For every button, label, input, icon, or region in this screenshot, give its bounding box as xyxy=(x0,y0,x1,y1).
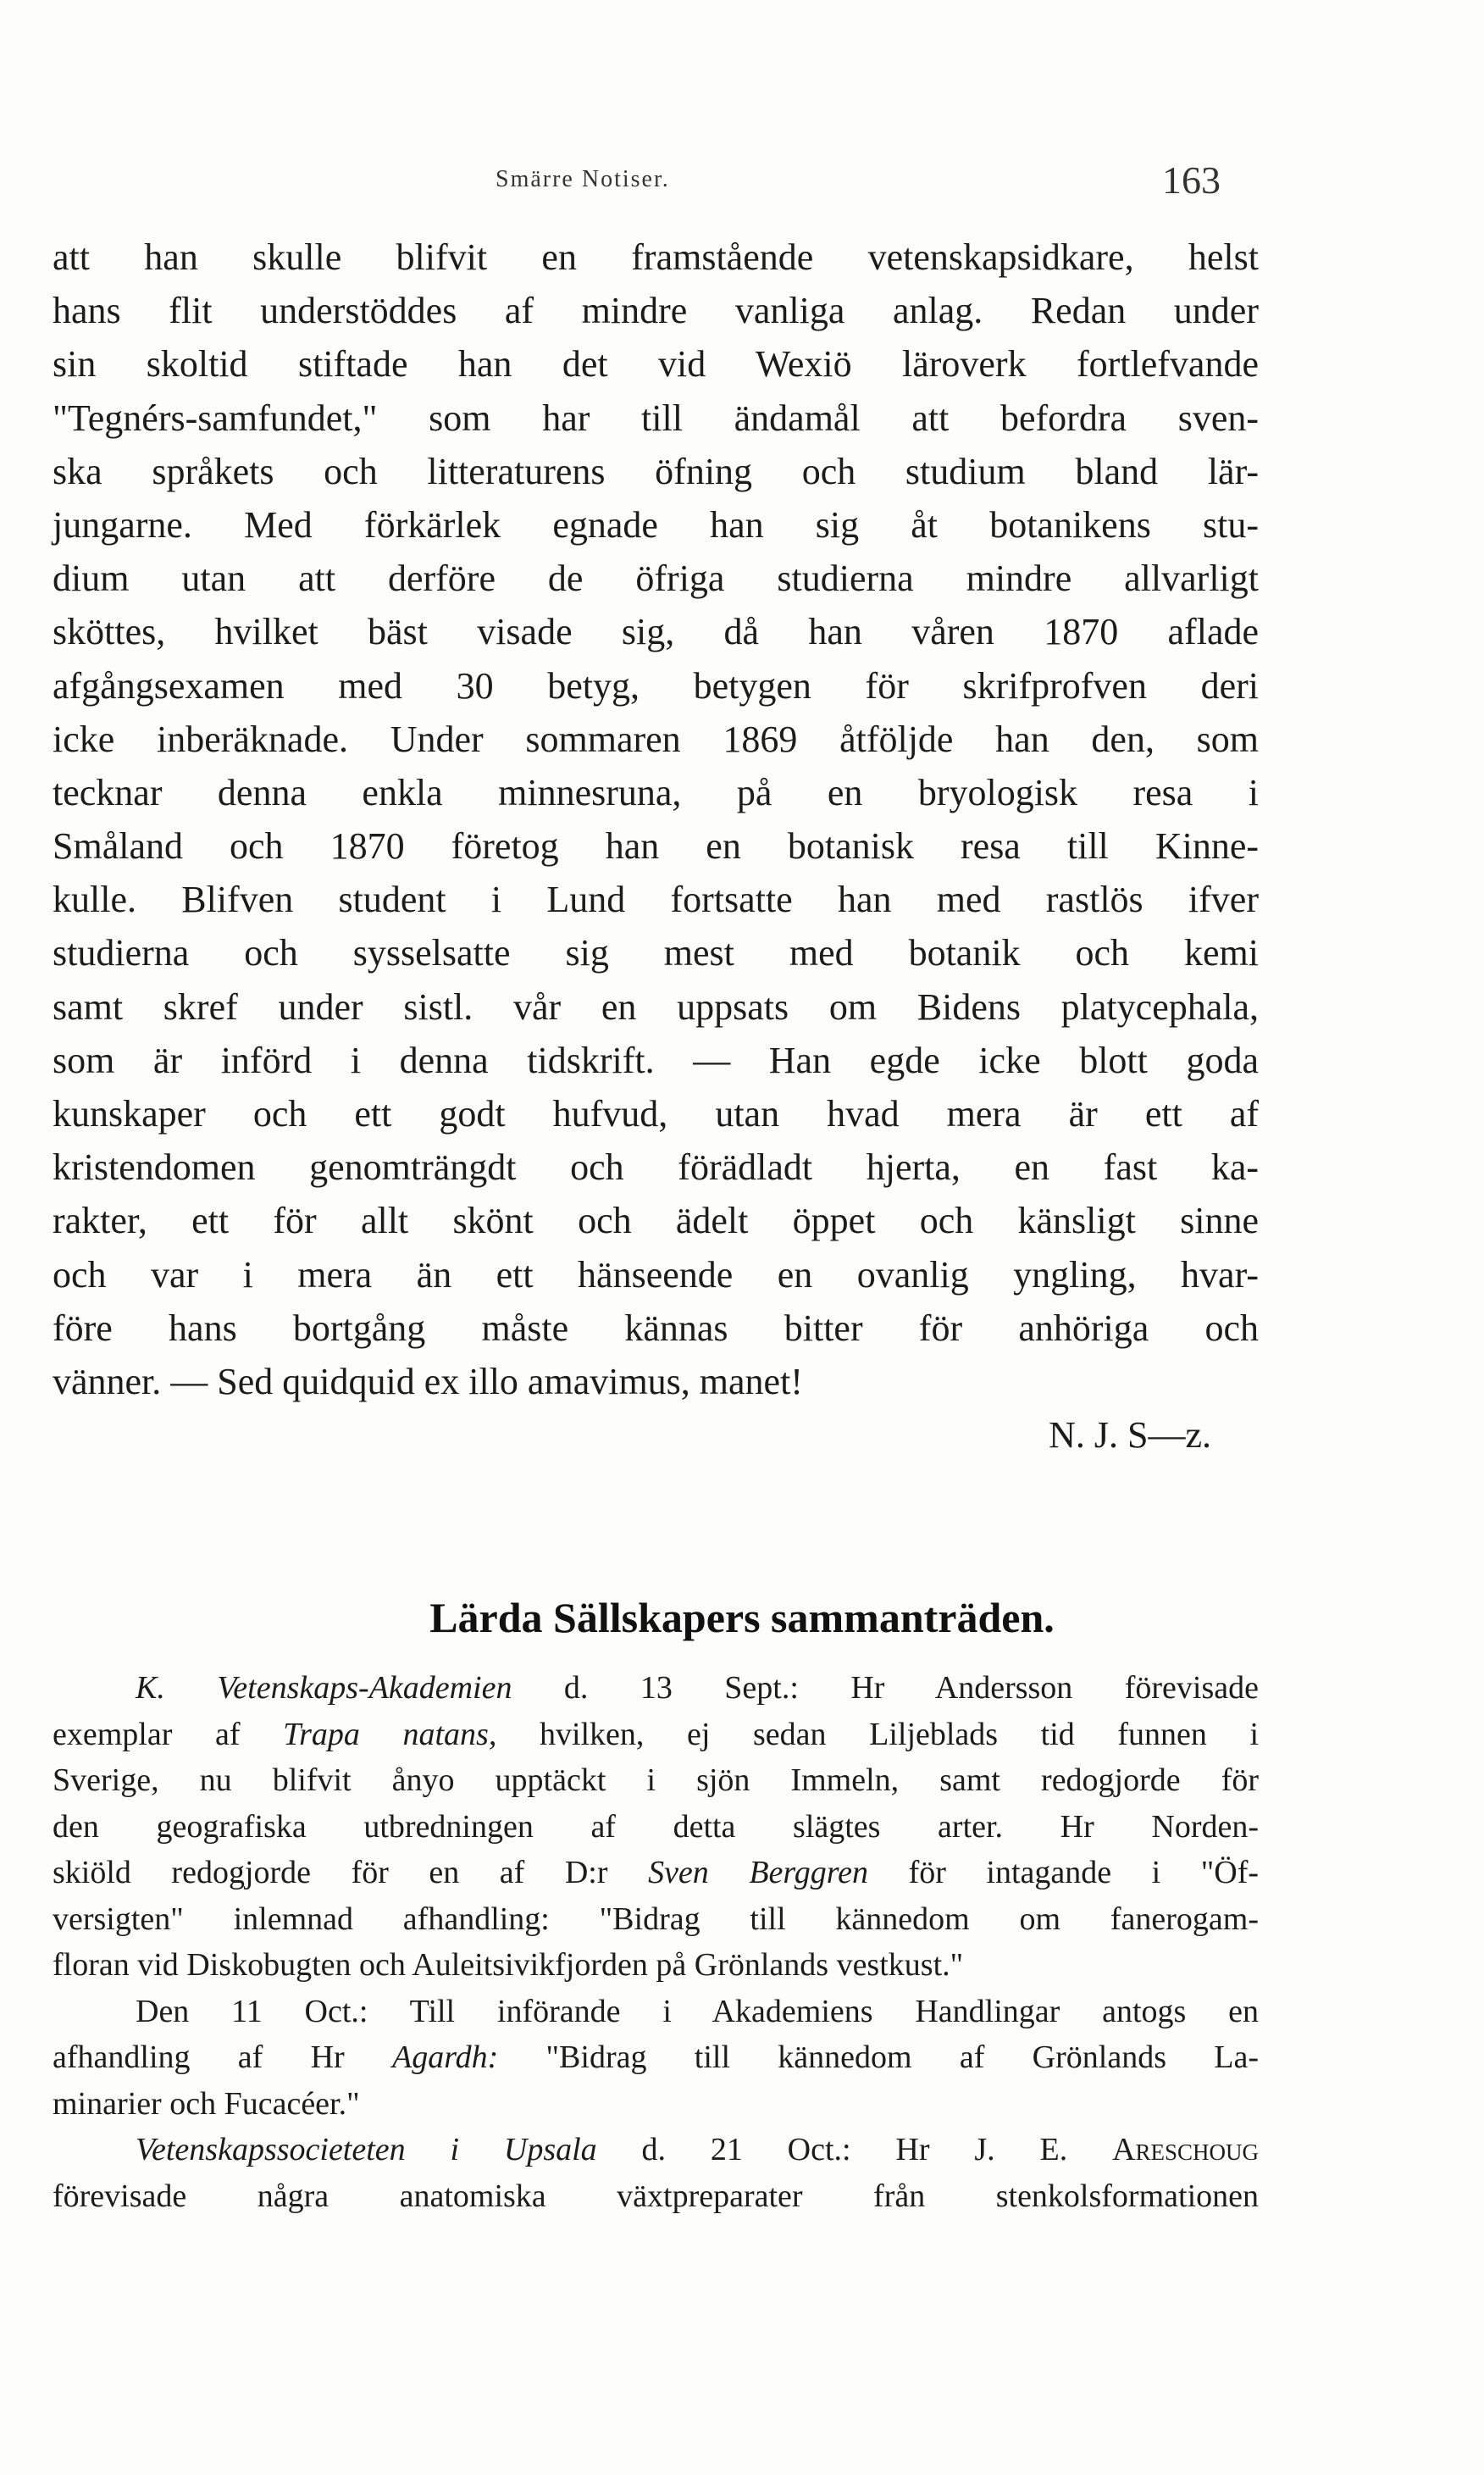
text-line: minarier och Fucacéer." xyxy=(53,2085,360,2122)
text-line: att han skulle blifvit en framstående vetenskapsidkare, helst xyxy=(53,236,1259,278)
text-line: tecknar denna enkla minnesruna, på en bryologisk resa i xyxy=(53,771,1259,813)
page-number: 163 xyxy=(1162,158,1221,202)
text-line: Sverige, nu blifvit ånyo upptäckt i sjön Immeln, samt redogjorde för xyxy=(53,1762,1259,1798)
person-name: Agardh: xyxy=(392,2039,499,2075)
text-fragment: d. 21 Oct.: Hr J. E. xyxy=(641,2132,1068,2167)
text-line: vänner. — Sed quidquid ex illo amavimus, manet! xyxy=(53,1360,803,1402)
text-line xyxy=(53,1712,1259,1758)
text-line: versigten" inlemnad afhandling: "Bidrag till kännedom om fanerogam- xyxy=(53,1901,1259,1937)
text-line xyxy=(53,1665,1259,1712)
text-line xyxy=(53,2034,1259,2081)
text-line: den geografiska utbredningen af detta slägtes arter. Hr Norden- xyxy=(53,1808,1259,1845)
society-meetings xyxy=(53,1665,1259,2219)
species-name: Trapa natans, xyxy=(283,1716,497,1752)
text-line: afgångsexamen med 30 betyg, betygen för skrifprofven deri xyxy=(53,664,1259,707)
text-line: sin skoltid stiftade han det vid Wexiö läroverk fortlefvande xyxy=(53,343,1259,386)
running-title: Smärre Notiser. xyxy=(496,166,670,192)
person-name: Sven Berggren xyxy=(648,1855,869,1890)
text-line: jungarne. Med förkärlek egnade han sig åt botanikens stu- xyxy=(53,503,1259,546)
text-line: dium utan att derföre de öfriga studierna mindre allvarligt xyxy=(53,558,1259,600)
text-line xyxy=(53,1850,1259,1896)
text-fragment: för intagande i "Öf- xyxy=(908,1855,1260,1890)
author-signature: N. J. S—z. xyxy=(1049,1414,1211,1457)
text-line: förevisade några anatomiska växtpreparater från stenkolsformationen xyxy=(53,2178,1259,2214)
text-line: före hans bortgång måste kännas bitter för anhöriga och xyxy=(53,1307,1259,1349)
person-name: Areschoug xyxy=(1112,2132,1260,2167)
text-line: rakter, ett för allt skönt och ädelt öppet och känsligt sinne xyxy=(53,1200,1259,1242)
society-name: Vetenskapssocieteten i Upsala xyxy=(136,2132,597,2167)
text-line: "Tegnérs-samfundet," som har till ändamål att befordra sven- xyxy=(53,397,1259,439)
text-line: floran vid Diskobugten och Auleitsivikfjorden på Grönlands vestkust." xyxy=(53,1947,964,1983)
text-line: ska språkets och litteraturens öfning och studium bland lär- xyxy=(53,450,1259,492)
text-line: sköttes, hvilket bäst visade sig, då han våren 1870 aflade xyxy=(53,611,1259,653)
text-fragment: skiöld redogjorde för en af D:r xyxy=(53,1855,608,1890)
obituary-notice xyxy=(53,230,1259,1462)
text-fragment: d. 13 Sept.: Hr Andersson förevisade xyxy=(563,1670,1259,1706)
text-line: kristendomen genomträngdt och förädladt hjerta, en fast ka- xyxy=(53,1146,1259,1189)
text-line: som är införd i denna tidskrift. — Han egde icke blott goda xyxy=(53,1039,1259,1081)
text-line xyxy=(53,2127,1259,2173)
text-line: Den 11 Oct.: Till införande i Akademiens Handlingar antogs en xyxy=(136,1993,1259,2029)
text-line: samt skref under sistl. vår en uppsats om Bidens platycephala, xyxy=(53,985,1259,1028)
text-line: studierna och sysselsatte sig mest med botanik och kemi xyxy=(53,932,1259,974)
society-name: K. Vetenskaps-Akademien xyxy=(136,1670,512,1706)
text-line: och var i mera än ett hänseende en ovanlig yngling, hvar- xyxy=(53,1253,1259,1296)
text-fragment: hvilken, ej sedan Liljeblads tid funnen i xyxy=(539,1716,1260,1752)
text-line: Småland och 1870 företog han en botanisk resa till Kinne- xyxy=(53,825,1259,868)
text-line: icke inberäknade. Under sommaren 1869 åtföljde han den, som xyxy=(53,718,1259,760)
text-line: hans flit understöddes af mindre vanliga anlag. Redan under xyxy=(53,290,1259,332)
text-fragment: "Bidrag till kännedom af Grönlands La- xyxy=(545,2039,1260,2075)
running-head xyxy=(0,158,1484,200)
text-fragment: afhandling af Hr xyxy=(53,2039,345,2075)
text-fragment: exemplar af xyxy=(53,1716,241,1752)
text-line: kunskaper och ett godt hufvud, utan hvad mera är ett af xyxy=(53,1093,1259,1135)
section-heading: Lärda Sällskapers sammanträden. xyxy=(429,1594,1055,1641)
text-line: kulle. Blifven student i Lund fortsatte han med rastlös ifver xyxy=(53,879,1259,921)
